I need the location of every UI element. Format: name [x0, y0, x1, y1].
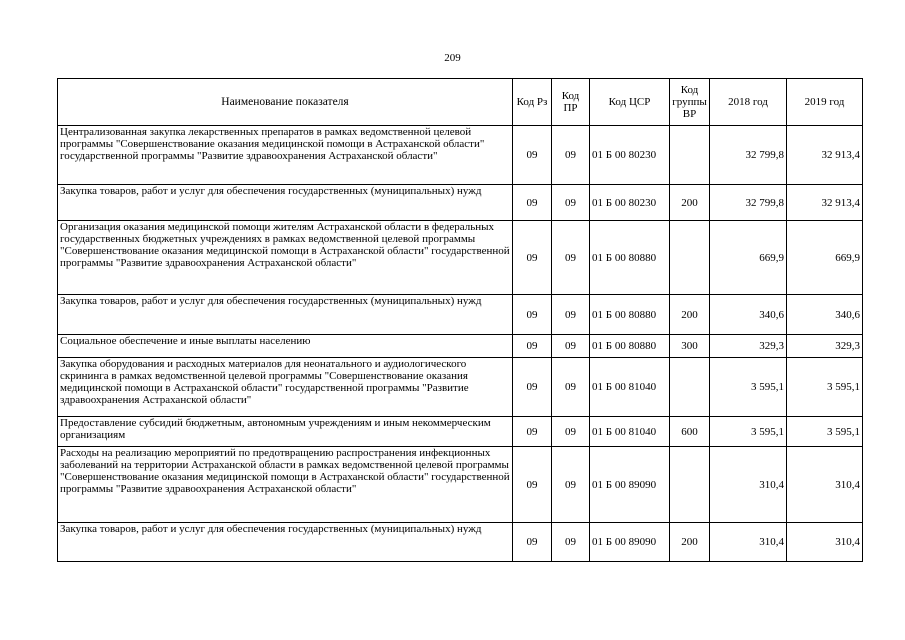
- row-name: Закупка товаров, работ и услуг для обеспечения государственных (муниципальных) нужд: [58, 295, 513, 335]
- header-vr: Код группы ВР: [670, 79, 710, 126]
- row-rz: 09: [513, 447, 552, 523]
- row-csr: 01 Б 00 80230: [590, 185, 670, 221]
- table-row: [58, 221, 863, 295]
- row-name: Организация оказания медицинской помощи жителям Астраханской области в федеральных государственных бюджетных учреждениях в рамках ведомственной целевой программы "Совершенствование оказания медицинской помощи в Астраханской области" государственной программы "Развитие здравоохранения Астраханской области": [58, 221, 513, 295]
- row-name: Расходы на реализацию мероприятий по предотвращению распространения инфекционных заболеваний на территории Астраханской области в рамках ведомственной целевой программы "Совершенствование оказания медицинской помощи в Астраханской области" государственной программы "Развитие здравоохранения Астраханской области": [58, 447, 513, 523]
- row-csr: 01 Б 00 80230: [590, 126, 670, 185]
- row-rz: 09: [513, 523, 552, 562]
- row-csr: 01 Б 00 81040: [590, 417, 670, 447]
- row-vr: 200: [670, 185, 710, 221]
- row-2019: 669,9: [787, 221, 863, 295]
- row-rz: 09: [513, 295, 552, 335]
- table-row: [58, 335, 863, 358]
- row-pr: 09: [552, 358, 590, 417]
- table-row: [58, 295, 863, 335]
- row-name: Закупка оборудования и расходных материалов для неонатального и аудиологического скрининга в рамках ведомственной целевой программы "Совершенствование оказания медицинской помощи в Астраханской области" государственной программы "Развитие здравоохранения Астраханской области": [58, 358, 513, 417]
- table-header-row: [58, 79, 863, 126]
- row-pr: 09: [552, 447, 590, 523]
- row-vr: 300: [670, 335, 710, 358]
- row-vr: [670, 447, 710, 523]
- header-pr: Код ПР: [552, 79, 590, 126]
- row-2019: 329,3: [787, 335, 863, 358]
- row-pr: 09: [552, 221, 590, 295]
- page-number: 209: [444, 52, 461, 64]
- table-row: [58, 447, 863, 523]
- row-2019: 32 913,4: [787, 126, 863, 185]
- row-name: Закупка товаров, работ и услуг для обеспечения государственных (муниципальных) нужд: [58, 185, 513, 221]
- row-2018: 340,6: [710, 295, 787, 335]
- row-name: Предоставление субсидий бюджетным, автономным учреждениям и иным некоммерческим организациям: [58, 417, 513, 447]
- table-row: [58, 417, 863, 447]
- row-name: Социальное обеспечение и иные выплаты населению: [58, 335, 513, 358]
- row-csr: 01 Б 00 89090: [590, 447, 670, 523]
- row-2019: 340,6: [787, 295, 863, 335]
- row-pr: 09: [552, 335, 590, 358]
- row-vr: [670, 358, 710, 417]
- row-pr: 09: [552, 185, 590, 221]
- row-2018: 32 799,8: [710, 126, 787, 185]
- header-2018: 2018 год: [710, 79, 787, 126]
- row-rz: 09: [513, 335, 552, 358]
- row-pr: 09: [552, 417, 590, 447]
- row-rz: 09: [513, 221, 552, 295]
- row-2018: 3 595,1: [710, 417, 787, 447]
- row-2018: 32 799,8: [710, 185, 787, 221]
- row-csr: 01 Б 00 80880: [590, 335, 670, 358]
- row-vr: 200: [670, 523, 710, 562]
- table-row: [58, 358, 863, 417]
- row-csr: 01 Б 00 80880: [590, 221, 670, 295]
- row-vr: 600: [670, 417, 710, 447]
- row-rz: 09: [513, 126, 552, 185]
- row-2019: 3 595,1: [787, 358, 863, 417]
- header-rz: Код Рз: [513, 79, 552, 126]
- row-vr: 200: [670, 295, 710, 335]
- row-rz: 09: [513, 358, 552, 417]
- row-2019: 32 913,4: [787, 185, 863, 221]
- table-row: [58, 185, 863, 221]
- header-2019: 2019 год: [787, 79, 863, 126]
- row-name: Централизованная закупка лекарственных препаратов в рамках ведомственной целевой программы "Совершенствование оказания медицинской помощи в Астраханской области" государственной программы "Развитие здравоохранения Астраханской области": [58, 126, 513, 185]
- row-2019: 310,4: [787, 447, 863, 523]
- row-vr: [670, 126, 710, 185]
- row-pr: 09: [552, 295, 590, 335]
- row-2018: 310,4: [710, 523, 787, 562]
- row-2018: 3 595,1: [710, 358, 787, 417]
- row-2019: 310,4: [787, 523, 863, 562]
- header-name: Наименование показателя: [58, 79, 513, 126]
- row-rz: 09: [513, 417, 552, 447]
- row-2018: 310,4: [710, 447, 787, 523]
- row-2019: 3 595,1: [787, 417, 863, 447]
- row-pr: 09: [552, 126, 590, 185]
- row-2018: 669,9: [710, 221, 787, 295]
- budget-table: [57, 78, 863, 562]
- row-csr: 01 Б 00 80880: [590, 295, 670, 335]
- table-row: [58, 523, 863, 562]
- row-csr: 01 Б 00 89090: [590, 523, 670, 562]
- row-2018: 329,3: [710, 335, 787, 358]
- row-vr: [670, 221, 710, 295]
- table-row: [58, 126, 863, 185]
- row-pr: 09: [552, 523, 590, 562]
- row-csr: 01 Б 00 81040: [590, 358, 670, 417]
- header-csr: Код ЦСР: [590, 79, 670, 126]
- row-name: Закупка товаров, работ и услуг для обеспечения государственных (муниципальных) нужд: [58, 523, 513, 562]
- row-rz: 09: [513, 185, 552, 221]
